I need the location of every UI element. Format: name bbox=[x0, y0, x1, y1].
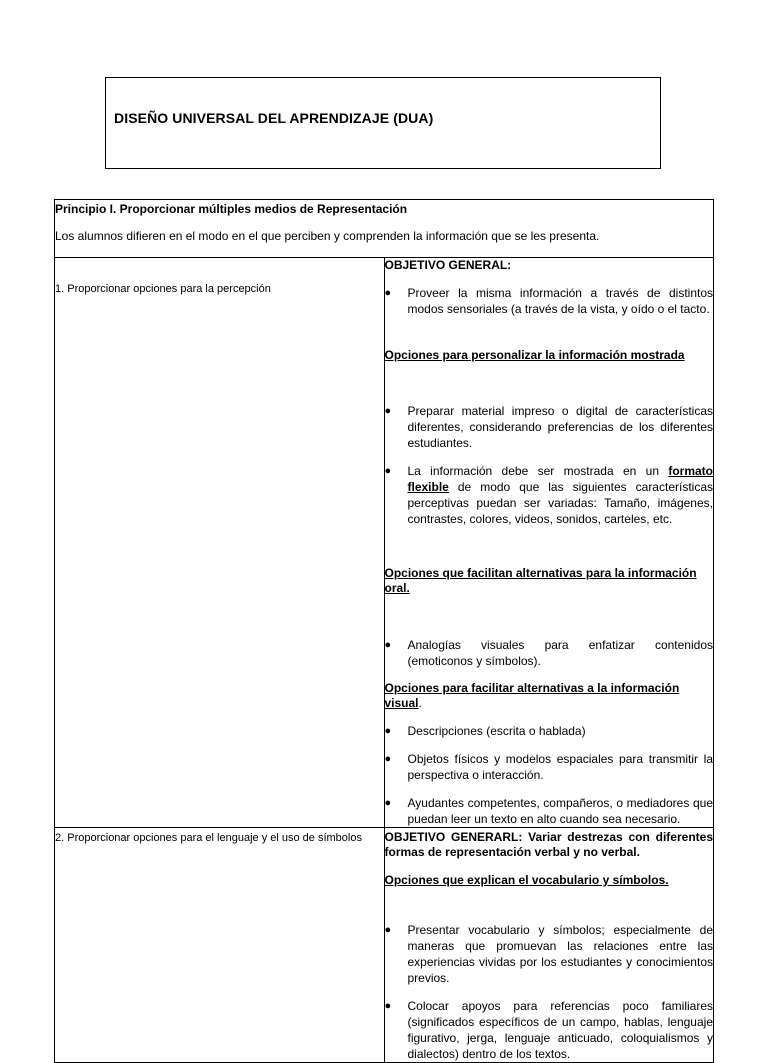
list-item: ● Proveer la misma información a través de distintos modos sensoriales (a través de la vista, y oído o el tacto. bbox=[384, 286, 713, 316]
row2-label: 2. Proporcionar opciones para el lenguaje y el uso de símbolos bbox=[55, 828, 385, 1063]
bullet-icon: ● bbox=[384, 725, 392, 737]
bullet-icon: ● bbox=[384, 287, 392, 299]
row2-content bbox=[384, 828, 714, 1063]
bullet-icon: ● bbox=[384, 405, 392, 417]
emphasis-text: formato flexible bbox=[407, 464, 713, 494]
list-item: ● Colocar apoyos para referencias poco familiares (significados específicos de un campo, hablas, lenguaje figurativo, jerga, lenguaje anticuado, coloquialismos y dialectos) dentro de los textos. bbox=[384, 999, 713, 1061]
row1-section3-title: Opciones para facilitar alternativas a la información visual bbox=[384, 681, 680, 710]
bullet-icon: ● bbox=[384, 753, 392, 765]
row1-content bbox=[384, 258, 714, 828]
principle-title: Principio I. Proporcionar múltiples medios de Representación bbox=[55, 202, 408, 216]
bullet-icon: ● bbox=[384, 465, 392, 477]
principle-header-row bbox=[55, 200, 714, 258]
list-item: ● Objetos físicos y modelos espaciales para transmitir la perspectiva o interacción. bbox=[384, 752, 713, 782]
row1-section1-title: Opciones para personalizar la información mostrada bbox=[384, 348, 685, 362]
bullet-icon: ● bbox=[384, 1000, 392, 1012]
row1-section1-list bbox=[385, 403, 714, 527]
list-item: ● La información debe ser mostrada en un formato flexible de modo que las siguientes características perceptivas puedan ser variadas: Tamaño, imágenes, contrastes, colores, videos, sonidos, carteles, etc. bbox=[384, 464, 713, 526]
row1-label: 1. Proporcionar opciones para la percepción bbox=[55, 258, 385, 828]
row2-section1-title: Opciones que explican el vocabulario y símbolos. bbox=[384, 873, 669, 887]
row1-section2-title: Opciones que facilitan alternativas para la información oral. bbox=[384, 566, 697, 595]
principle-table bbox=[54, 199, 714, 1063]
bullet-icon: ● bbox=[384, 924, 392, 936]
list-item: ● Presentar vocabulario y símbolos; especialmente de maneras que promuevan las relaciones entre las experiencias vividas por los estudiantes y conocimientos previos. bbox=[384, 923, 713, 985]
title-box bbox=[105, 77, 661, 169]
row1-section3-list bbox=[385, 723, 714, 827]
list-item: ● Analogías visuales para enfatizar contenidos (emoticonos y símbolos). bbox=[384, 638, 713, 668]
row-language bbox=[55, 828, 714, 1063]
list-item: ● Descripciones (escrita o hablada) bbox=[384, 724, 586, 738]
row1-section2-list bbox=[385, 637, 714, 669]
row1-objective: OBJETIVO GENERAL: bbox=[384, 258, 512, 272]
row2-section1-list bbox=[385, 922, 714, 1062]
bullet-icon: ● bbox=[384, 797, 392, 809]
row1-objective-list bbox=[385, 285, 714, 317]
document-title: DISEÑO UNIVERSAL DEL APRENDIZAJE (DUA) bbox=[114, 110, 434, 126]
list-item: ● Ayudantes competentes, compañeros, o mediadores que puedan leer un texto en alto cuando sea necesario. bbox=[384, 796, 713, 826]
list-item: ● Preparar material impreso o digital de características diferentes, considerando preferencias de los diferentes estudiantes. bbox=[384, 404, 713, 450]
principle-description: Los alumnos difieren en el modo en el que perciben y comprenden la información que se les presenta. bbox=[55, 229, 600, 243]
row2-objective: OBJETIVO GENERARL: Variar destrezas con diferentes formas de representación verbal y no verbal. bbox=[384, 830, 713, 859]
bullet-icon: ● bbox=[384, 639, 392, 651]
principle-header-cell bbox=[55, 200, 714, 258]
row-perception bbox=[55, 258, 714, 828]
row1-section3-heading: Opciones para facilitar alternativas a la información visual. bbox=[384, 681, 680, 710]
